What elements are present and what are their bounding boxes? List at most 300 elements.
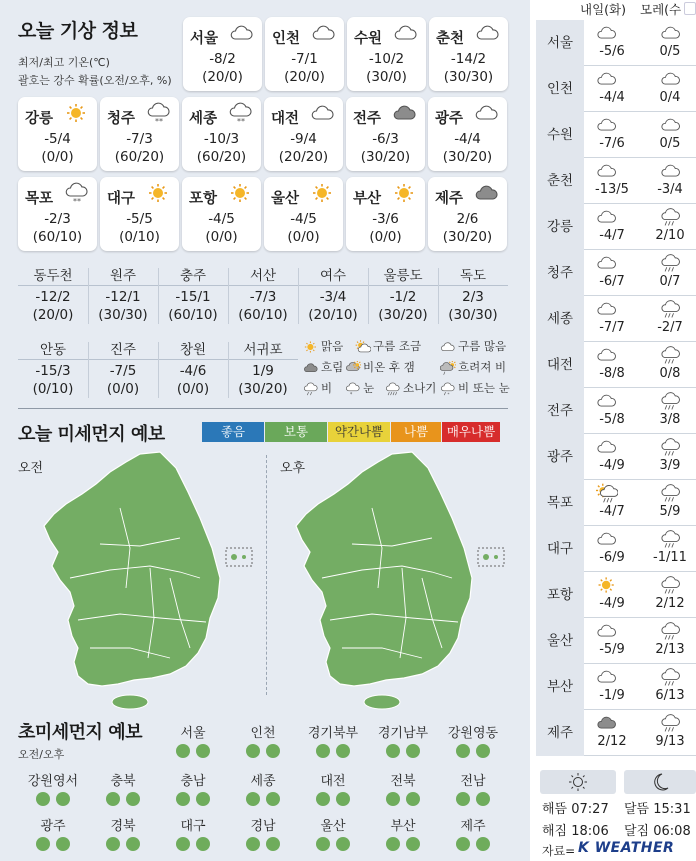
cloud-rain-icon xyxy=(660,667,682,687)
forecast-city: 목포 xyxy=(536,480,584,526)
region-name: 원주 xyxy=(88,266,158,286)
forecast-row xyxy=(536,112,696,158)
fine-dust-am-dot xyxy=(106,792,120,806)
city-precip: (0/10) xyxy=(119,229,160,245)
forecast-temp-tomorrow: -5/8 xyxy=(599,412,625,427)
cell-separator xyxy=(158,342,159,398)
city-name: 청주 xyxy=(107,111,136,127)
forecast-temp-day-after: 9/13 xyxy=(655,734,685,749)
region-name: 독도 xyxy=(438,266,508,286)
cloud-icon xyxy=(660,161,682,181)
fine-region-name: 세종 xyxy=(250,774,276,789)
city-temp: 2/6 xyxy=(456,211,479,227)
fine-dust-am-dot xyxy=(176,837,190,851)
sun-icon xyxy=(392,182,418,208)
cloud-icon xyxy=(474,102,500,128)
cloud-icon xyxy=(475,22,501,48)
region-precip: (20/0) xyxy=(32,307,74,323)
forecast-temp-day-after: 3/9 xyxy=(659,458,681,473)
forecast-temp-day-after: 2/10 xyxy=(655,228,685,243)
region-cell xyxy=(158,340,228,397)
forecast-temp-tomorrow: -4/4 xyxy=(599,90,625,105)
forecast-row xyxy=(536,434,696,480)
cloud-rain-sun-icon xyxy=(440,361,456,375)
region-name: 안동 xyxy=(18,340,88,360)
fine-region-name: 광주 xyxy=(40,819,66,834)
fine-dust-am-dot xyxy=(176,744,190,758)
region-temp: -15/1 xyxy=(175,289,211,305)
city-card xyxy=(346,177,425,251)
sun-icon xyxy=(596,575,618,595)
forecast-temp-tomorrow: -7/7 xyxy=(599,320,625,335)
region-cell xyxy=(158,266,228,323)
forecast-row xyxy=(536,204,696,250)
city-precip: (20/0) xyxy=(202,69,243,85)
fine-dust-pm-dot xyxy=(196,792,210,806)
legend-label: 흐림 xyxy=(321,360,344,374)
region-temp: 2/3 xyxy=(462,289,484,305)
region-name: 여수 xyxy=(298,266,368,286)
fine-region-name: 경기북부 xyxy=(307,726,359,741)
fine-region-name: 충남 xyxy=(180,774,206,789)
city-temp: -10/2 xyxy=(368,51,405,67)
legend-item xyxy=(303,380,332,396)
fine-dust-am-dot xyxy=(246,837,260,851)
forecast-city: 청주 xyxy=(536,250,584,296)
fine-dust-am-dot xyxy=(36,792,50,806)
city-precip: (60/10) xyxy=(32,229,83,245)
svg-text:**: ** xyxy=(155,117,163,124)
dark-cloud-icon xyxy=(474,182,500,208)
fine-dust-am-dot xyxy=(246,792,260,806)
moonset: 달짐 06:08 xyxy=(624,824,691,839)
cloud-icon xyxy=(596,621,618,641)
cloud-snow-icon xyxy=(228,102,254,128)
forecast-city: 세종 xyxy=(536,296,584,342)
forecast-city: 광주 xyxy=(536,434,584,480)
city-name: 서울 xyxy=(190,31,219,47)
forecast-city: 수원 xyxy=(536,112,584,158)
sun-cloud-icon xyxy=(355,340,371,354)
region-name: 서산 xyxy=(228,266,298,286)
city-name: 수원 xyxy=(354,31,383,47)
forecast-row xyxy=(536,618,696,664)
sunset: 해짐 18:06 xyxy=(542,824,609,839)
cloud-icon xyxy=(229,22,255,48)
forecast-temp-day-after: 0/5 xyxy=(659,44,681,59)
cell-separator xyxy=(298,268,299,324)
cloud-rain-icon xyxy=(660,437,682,457)
city-temp: -4/5 xyxy=(290,211,317,227)
cloud-rain-icon xyxy=(660,483,682,503)
forecast-temp-tomorrow: -5/6 xyxy=(599,44,625,59)
region-precip: (0/0) xyxy=(176,381,210,397)
region-precip: (0/10) xyxy=(32,381,74,397)
city-temp: -9/4 xyxy=(290,131,317,147)
fine-region-name: 서울 xyxy=(180,726,206,741)
forecast-city: 대전 xyxy=(536,342,584,388)
fine-region-name: 전북 xyxy=(390,774,416,789)
region-name: 울릉도 xyxy=(368,266,438,286)
legend-item xyxy=(345,380,374,396)
city-temp: -4/4 xyxy=(454,131,481,147)
cell-separator xyxy=(158,268,159,324)
korea-map-pm xyxy=(282,448,512,710)
cell-separator xyxy=(438,268,439,324)
cloud-icon xyxy=(596,207,618,227)
fine-region-name: 강원영서 xyxy=(27,774,79,789)
forecast-temp-day-after: 2/13 xyxy=(655,642,685,657)
forecast-row xyxy=(536,526,696,572)
page-title: 오늘 기상 정보 xyxy=(18,20,138,42)
forecast-temp-day-after: 3/8 xyxy=(659,412,681,427)
cell-separator xyxy=(228,342,229,398)
map-pm-label: 오후 xyxy=(280,461,306,476)
cell-separator xyxy=(88,268,89,324)
cloud-icon xyxy=(440,340,456,354)
fine-dust-am-dot xyxy=(316,837,330,851)
city-card xyxy=(18,177,97,251)
forecast-temp-day-after: -3/4 xyxy=(657,182,683,197)
forecast-row xyxy=(536,480,696,526)
city-card xyxy=(18,97,97,171)
moonrise: 달뜸 15:31 xyxy=(624,802,691,817)
city-precip: (30/20) xyxy=(360,149,411,165)
forecast-row xyxy=(536,66,696,112)
rain-snow-icon xyxy=(440,382,456,396)
city-temp: -6/3 xyxy=(372,131,399,147)
forecast-temp-day-after: 0/4 xyxy=(659,90,681,105)
city-temp: -14/2 xyxy=(450,51,487,67)
cloud-snow-icon xyxy=(64,182,90,208)
region-name: 창원 xyxy=(158,340,228,360)
fine-dust-am-dot xyxy=(316,792,330,806)
city-temp: -5/4 xyxy=(44,131,71,147)
korea-map-am xyxy=(30,448,260,710)
dark-cloud-icon xyxy=(392,102,418,128)
city-temp: -10/3 xyxy=(203,131,240,147)
city-name: 목포 xyxy=(25,191,54,207)
moon-icon xyxy=(624,770,696,794)
sun-icon xyxy=(146,182,172,208)
sun-icon xyxy=(310,182,336,208)
forecast-city: 강릉 xyxy=(536,204,584,250)
legend-item xyxy=(345,359,415,375)
forecast-city: 울산 xyxy=(536,618,584,664)
legend-item xyxy=(303,338,343,354)
forecast-temp-tomorrow: -4/9 xyxy=(599,596,625,611)
city-name: 세종 xyxy=(189,111,218,127)
region-temp: -4/6 xyxy=(179,363,207,379)
legend-label: 흐려져 비 xyxy=(458,360,507,374)
shower-icon xyxy=(385,382,401,396)
cloud-icon xyxy=(596,437,618,457)
fine-dust-pm-dot xyxy=(336,744,350,758)
fine-dust-pm-dot xyxy=(196,744,210,758)
map-divider xyxy=(266,455,267,695)
fine-dust-pm-dot xyxy=(406,792,420,806)
fine-dust-am-dot xyxy=(456,744,470,758)
sun-icon xyxy=(64,102,90,128)
region-cell xyxy=(88,266,158,323)
city-precip: (60/20) xyxy=(196,149,247,165)
cloud-icon xyxy=(596,115,618,135)
cloud-rain-icon xyxy=(660,299,682,319)
sun-icon xyxy=(303,340,319,354)
fine-region-name: 부산 xyxy=(390,819,416,834)
city-name: 춘천 xyxy=(436,31,465,47)
legend-label: 구름 많음 xyxy=(458,339,507,353)
forecast-temp-day-after: 0/7 xyxy=(659,274,681,289)
city-card xyxy=(346,97,425,171)
city-name: 대전 xyxy=(271,111,300,127)
subtitle-temp: 최저/최고 기온(℃) xyxy=(18,56,110,69)
fine-dust-am-dot xyxy=(176,792,190,806)
city-temp: -5/5 xyxy=(126,211,153,227)
legend-item xyxy=(385,380,436,396)
forecast-row xyxy=(536,20,696,66)
cloud-icon xyxy=(596,161,618,181)
city-temp: -4/5 xyxy=(208,211,235,227)
city-precip: (0/0) xyxy=(287,229,320,245)
city-name: 전주 xyxy=(353,111,382,127)
fine-dust-pm-dot xyxy=(126,837,140,851)
cell-separator xyxy=(368,268,369,324)
forecast-row xyxy=(536,342,696,388)
cloud-rain-icon xyxy=(660,345,682,365)
region-cell xyxy=(88,340,158,397)
forecast-city: 인천 xyxy=(536,66,584,112)
city-name: 부산 xyxy=(353,191,382,207)
forecast-temp-day-after: -1/11 xyxy=(653,550,687,565)
region-precip: (30/30) xyxy=(98,307,148,323)
region-name: 서귀포 xyxy=(228,340,298,360)
legend-item xyxy=(440,380,510,396)
cloud-icon xyxy=(310,102,336,128)
legend-item xyxy=(355,338,421,354)
fine-dust-pm-dot xyxy=(406,744,420,758)
forecast-panel xyxy=(536,0,696,861)
region-precip: (60/10) xyxy=(168,307,218,323)
legend-item xyxy=(440,359,506,375)
city-card xyxy=(100,177,179,251)
city-precip: (30/20) xyxy=(442,149,493,165)
city-card xyxy=(100,97,179,171)
forecast-temp-day-after: 2/12 xyxy=(655,596,685,611)
forecast-temp-tomorrow: -6/9 xyxy=(599,550,625,565)
cloud-icon xyxy=(660,115,682,135)
expand-icon[interactable] xyxy=(684,2,696,15)
city-precip: (0/0) xyxy=(205,229,238,245)
forecast-row xyxy=(536,250,696,296)
city-temp: -7/1 xyxy=(291,51,318,67)
fine-region-name: 경남 xyxy=(250,819,276,834)
city-name: 울산 xyxy=(271,191,300,207)
city-card xyxy=(182,177,261,251)
sun-rain-icon xyxy=(596,483,618,503)
city-temp: -7/3 xyxy=(126,131,153,147)
region-precip: (60/10) xyxy=(238,307,288,323)
forecast-row xyxy=(536,572,696,618)
cloud-icon xyxy=(596,345,618,365)
fine-dust-pm-dot xyxy=(476,744,490,758)
region-precip: (0/0) xyxy=(106,381,140,397)
fine-dust-am-dot xyxy=(106,837,120,851)
forecast-row xyxy=(536,710,696,756)
city-card xyxy=(428,97,507,171)
cloud-rain-icon xyxy=(660,621,682,641)
fine-dust-am-dot xyxy=(316,744,330,758)
header-tomorrow: 내일(화) xyxy=(580,2,626,17)
forecast-temp-tomorrow: -4/7 xyxy=(599,228,625,243)
cloud-icon xyxy=(311,22,337,48)
cloud-rain-icon xyxy=(660,391,682,411)
legend-item xyxy=(303,359,343,375)
region-cell xyxy=(438,266,508,323)
fine-dust-am-dot xyxy=(36,837,50,851)
fine-dust-pm-dot xyxy=(476,792,490,806)
region-temp: -12/1 xyxy=(105,289,141,305)
cloud-icon xyxy=(596,253,618,273)
svg-text:*: * xyxy=(447,392,450,396)
cloud-rain-icon xyxy=(660,575,682,595)
cell-separator xyxy=(228,268,229,324)
forecast-temp-day-after: 6/13 xyxy=(655,688,685,703)
forecast-city: 서울 xyxy=(536,20,584,66)
svg-text:**: ** xyxy=(73,197,81,204)
fine-region-name: 인천 xyxy=(250,726,276,741)
cloud-icon xyxy=(596,667,618,687)
fine-dust-subtitle: 오전/오후 xyxy=(18,748,65,761)
fine-dust-pm-dot xyxy=(196,837,210,851)
city-name: 인천 xyxy=(272,31,301,47)
region-cell xyxy=(298,266,368,323)
fine-dust-pm-dot xyxy=(56,792,70,806)
legend-label: 비온 후 갬 xyxy=(363,360,415,374)
forecast-city: 제주 xyxy=(536,710,584,756)
header-day-after: 모레(수 xyxy=(640,2,682,17)
fine-dust-am-dot xyxy=(386,792,400,806)
fine-dust-am-dot xyxy=(456,837,470,851)
legend-label: 소나기 xyxy=(403,381,437,395)
region-name: 진주 xyxy=(88,340,158,360)
city-card xyxy=(428,177,507,251)
forecast-temp-day-after: 5/9 xyxy=(659,504,681,519)
cloud-icon xyxy=(596,23,618,43)
region-temp: -3/4 xyxy=(319,289,347,305)
cloud-icon xyxy=(660,23,682,43)
fine-dust-pm-dot xyxy=(266,792,280,806)
dust-level: 약간나쁨 xyxy=(328,422,390,442)
region-precip: (30/30) xyxy=(448,307,498,323)
city-card xyxy=(264,177,343,251)
fine-dust-am-dot xyxy=(386,744,400,758)
cloud-icon xyxy=(393,22,419,48)
dust-level: 좋음 xyxy=(202,422,264,442)
source-label: 자료= xyxy=(542,844,576,858)
cloud-icon xyxy=(596,69,618,89)
forecast-temp-tomorrow: -7/6 xyxy=(599,136,625,151)
region-temp: -1/2 xyxy=(389,289,417,305)
city-precip: (0/0) xyxy=(41,149,74,165)
fine-region-name: 대구 xyxy=(180,819,206,834)
forecast-row xyxy=(536,296,696,342)
fine-dust-pm-dot xyxy=(336,792,350,806)
dust-level: 나쁨 xyxy=(391,422,441,442)
forecast-city: 대구 xyxy=(536,526,584,572)
svg-text:**: ** xyxy=(237,117,245,124)
forecast-city: 포항 xyxy=(536,572,584,618)
city-precip: (20/0) xyxy=(284,69,325,85)
cloud-rain-icon xyxy=(660,713,682,733)
rain-clear-icon xyxy=(345,361,361,375)
regional-grid-row-1 xyxy=(18,266,508,330)
region-temp: -12/2 xyxy=(35,289,71,305)
city-name: 대구 xyxy=(107,191,136,207)
forecast-temp-tomorrow: 2/12 xyxy=(597,734,627,749)
cloud-icon xyxy=(596,299,618,319)
dark-cloud-icon xyxy=(303,361,319,375)
forecast-temp-tomorrow: -1/9 xyxy=(599,688,625,703)
kweather-logo: K WEATHER xyxy=(578,840,675,856)
city-precip: (60/20) xyxy=(114,149,165,165)
city-precip: (30/20) xyxy=(442,229,493,245)
cloud-snow-icon xyxy=(146,102,172,128)
sunrise: 해뜸 07:27 xyxy=(542,802,609,817)
fine-region-name: 경기남부 xyxy=(377,726,429,741)
forecast-row xyxy=(536,664,696,710)
fine-dust-am-dot xyxy=(386,837,400,851)
fine-dust-am-dot xyxy=(246,744,260,758)
city-card xyxy=(182,97,261,171)
rain-icon xyxy=(303,382,319,396)
dark-cloud-icon xyxy=(596,713,618,733)
dust-level: 매우나쁨 xyxy=(442,422,500,442)
sun-outline-icon xyxy=(540,770,616,794)
forecast-temp-day-after: 0/8 xyxy=(659,366,681,381)
city-temp: -3/6 xyxy=(372,211,399,227)
forecast-temp-tomorrow: -5/9 xyxy=(599,642,625,657)
forecast-temp-day-after: -2/7 xyxy=(657,320,683,335)
sun-icon xyxy=(228,182,254,208)
cell-separator xyxy=(88,342,89,398)
sun-box xyxy=(540,770,616,794)
fine-dust-pm-dot xyxy=(126,792,140,806)
forecast-city: 전주 xyxy=(536,388,584,434)
fine-dust-am-dot xyxy=(456,792,470,806)
legend-label: 구름 조금 xyxy=(373,339,422,353)
fine-dust-pm-dot xyxy=(56,837,70,851)
cloud-rain-icon xyxy=(660,253,682,273)
city-card xyxy=(265,17,344,91)
forecast-temp-tomorrow: -13/5 xyxy=(595,182,629,197)
city-card xyxy=(347,17,426,91)
fine-dust-title: 초미세먼지 예보 xyxy=(18,722,142,743)
city-precip: (30/0) xyxy=(366,69,407,85)
fine-dust-pm-dot xyxy=(406,837,420,851)
fine-dust-pm-dot xyxy=(266,744,280,758)
fine-region-name: 강원영동 xyxy=(447,726,499,741)
divider xyxy=(18,408,508,409)
fine-dust-pm-dot xyxy=(336,837,350,851)
city-precip: (30/30) xyxy=(443,69,494,85)
region-precip: (30/20) xyxy=(238,381,288,397)
dust-level: 보통 xyxy=(265,422,327,442)
forecast-row xyxy=(536,388,696,434)
region-name: 동두천 xyxy=(18,266,88,286)
fine-region-name: 제주 xyxy=(460,819,486,834)
forecast-city: 춘천 xyxy=(536,158,584,204)
